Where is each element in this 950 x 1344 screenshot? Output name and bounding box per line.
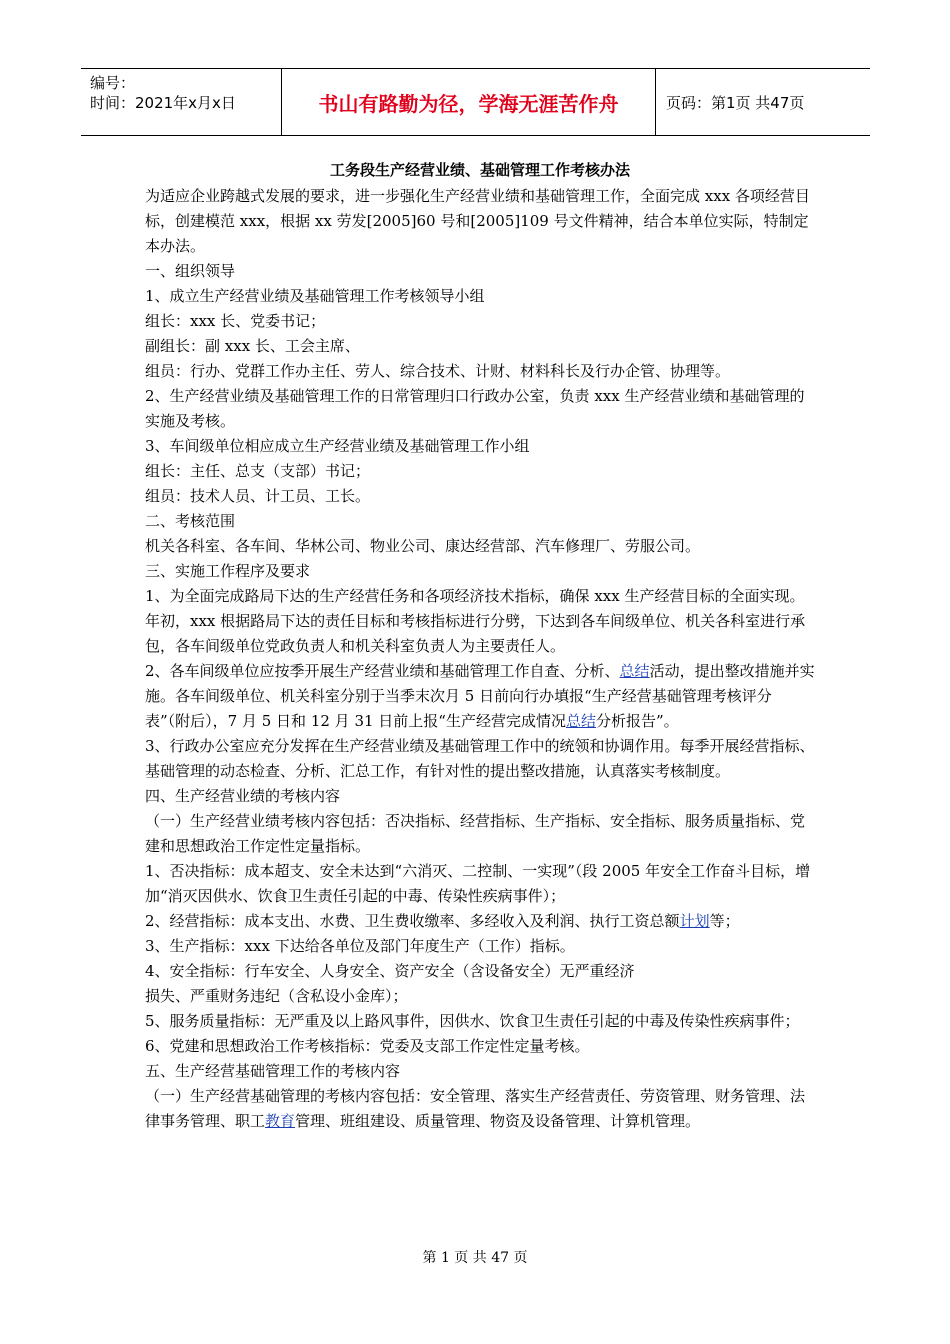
- header-page-info: 页码：第1页 共47页: [666, 93, 805, 112]
- paragraph: 3、车间级单位相应成立生产经营业绩及基础管理工作小组: [145, 437, 530, 455]
- paragraph: 组长：xxx 长、党委书记；: [145, 312, 326, 330]
- summary-link[interactable]: 总结: [619, 662, 650, 680]
- summary-link[interactable]: 总结: [565, 712, 596, 730]
- text-run: 等；: [709, 912, 740, 930]
- section-heading: 二、考核范围: [145, 512, 236, 530]
- section-heading: 五、生产经营基础管理工作的考核内容: [145, 1062, 401, 1080]
- paragraph: 机关各科室、各车间、华林公司、物业公司、康达经营部、汽车修理厂、劳服公司。: [145, 537, 701, 555]
- document-title: 工务段生产经营业绩、基础管理工作考核办法: [329, 161, 630, 179]
- paragraph: 4、安全指标：行车安全、人身安全、资产安全（含设备安全）无严重经济: [145, 962, 635, 980]
- section-heading: 四、生产经营业绩的考核内容: [145, 787, 341, 805]
- text-run: 分析报告”。: [596, 712, 679, 730]
- paragraph: 1、否决指标：成本超支、安全未达到“六消灭、二控制、一实现”（段 2005 年安全工作奋斗目标，增加“消灭因供水、饮食卫生责任引起的中毒、传染性疾病事件）；: [145, 862, 811, 905]
- plan-link[interactable]: 计划: [679, 912, 710, 930]
- paragraph: （一）生产经营业绩考核内容包括：否决指标、经营指标、生产指标、安全指标、服务质量指标、党建和思想政治工作定性定量指标。: [145, 812, 806, 855]
- paragraph: 1、成立生产经营业绩及基础管理工作考核领导小组: [145, 287, 485, 305]
- page-footer: 第 1 页 共 47 页: [422, 1250, 528, 1266]
- text-run: 2、经营指标：成本支出、水费、卫生费收缴率、多经收入及利润、执行工资总额: [145, 912, 680, 930]
- paragraph: 为适应企业跨越式发展的要求，进一步强化生产经营业绩和基础管理工作，全面完成 xxx 各项经营目标，创建模范 xxx，根据 xx 劳发[2005]60 号和[2005]109 号文件精神，结合本单位实际，特制定本办法。: [145, 187, 810, 255]
- serial-number-label: 编号：: [90, 74, 136, 92]
- paragraph: 2、生产经营业绩及基础管理工作的日常管理归口行政办公室，负责 xxx 生产经营业绩和基础管理的实施及考核。: [145, 387, 805, 430]
- paragraph: [145, 909, 815, 934]
- paragraph: 3、生产指标：xxx 下达给各单位及部门年度生产（工作）指标。: [145, 937, 575, 955]
- section-heading: 三、实施工作程序及要求: [145, 562, 311, 580]
- paragraph: 1、为全面完成路局下达的生产经营任务和各项经济技术指标，确保 xxx 生产经营目标的全面实现。年初，xxx 根据路局下达的责任目标和考核指标进行分劈，下达到各车间级单位、机关各科室进行承包，各车间级单位党政负责人和机关科室负责人为主要责任人。: [145, 587, 806, 655]
- paragraph: 5、服务质量指标：无严重及以上路风事件，因供水、饮食卫生责任引起的中毒及传染性疾病事件；: [145, 1012, 800, 1030]
- text-run: （一）生产经营基础管理的考核内容包括：安全管理、落实生产经营责任、劳资管理、财务管理、法律事务管理、职工: [145, 1087, 806, 1130]
- header-slogan: 书山有路勤为径，学海无涯苦作舟: [281, 69, 656, 135]
- document-body: [145, 184, 815, 1134]
- education-link[interactable]: 教育: [265, 1112, 296, 1130]
- text-run: 2、各车间级单位应按季开展生产经营业绩和基础管理工作自查、分析、: [145, 662, 620, 680]
- paragraph: [145, 659, 815, 734]
- text-run: 管理、班组建设、质量管理、物资及设备管理、计算机管理。: [295, 1112, 701, 1130]
- section-heading: 一、组织领导: [145, 262, 236, 280]
- page-header: [81, 68, 870, 136]
- paragraph: 组长：主任、总支（支部）书记；: [145, 462, 371, 480]
- paragraph: 组员：技术人员、计工员、工长。: [145, 487, 371, 505]
- date-label: 时间：2021年x月x日: [90, 94, 236, 112]
- paragraph: 副组长：副 xxx 长、工会主席、: [145, 337, 360, 355]
- paragraph: 6、党建和思想政治工作考核指标：党委及支部工作定性定量考核。: [145, 1037, 590, 1055]
- paragraph: 3、行政办公室应充分发挥在生产经营业绩及基础管理工作中的统领和协调作用。每季开展经营指标、基础管理的动态检查、分析、汇总工作，有针对性的提出整改措施，认真落实考核制度。: [145, 737, 815, 780]
- paragraph: [145, 1084, 815, 1134]
- header-meta-cell: [81, 69, 281, 135]
- text-run: 活动，提出整改措施并实施。各车间级单位、机关科室分别于当季末次月 5 日前向行办填报“生产经营基础管理考核评分表”（附后），7 月 5 日和 12 月 31 日前上报“生产经营完成情况: [145, 662, 815, 730]
- paragraph: 损失、严重财务违纪（含私设小金库）；: [145, 987, 408, 1005]
- paragraph: 组员：行办、党群工作办主任、劳人、综合技术、计财、材料科长及行办企管、协理等。: [145, 362, 731, 380]
